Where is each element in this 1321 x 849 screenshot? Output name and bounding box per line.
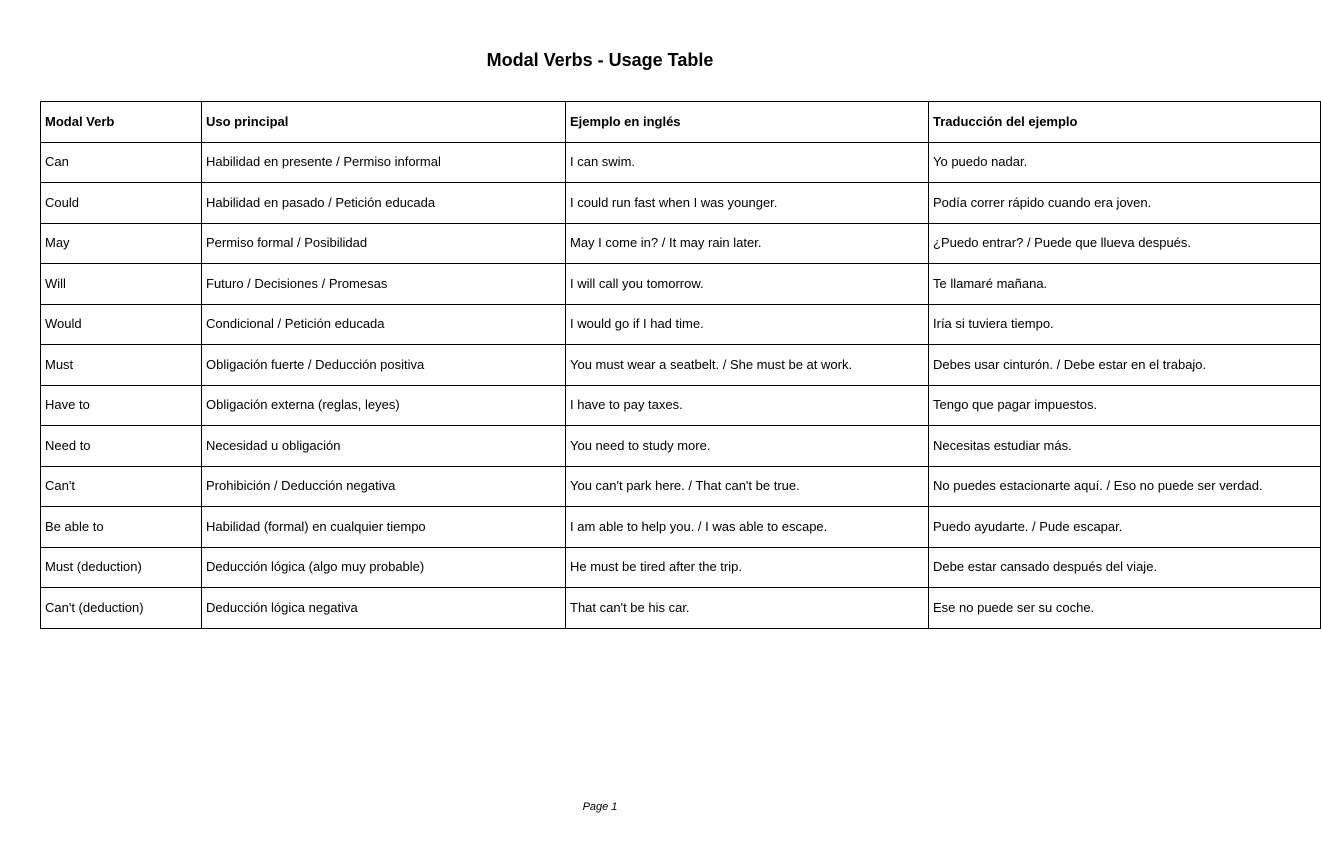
cell-traduccion: Podía correr rápido cuando era joven.: [929, 183, 1321, 224]
cell-uso-principal: Deducción lógica negativa: [202, 588, 566, 629]
cell-traduccion: Puedo ayudarte. / Pude escapar.: [929, 507, 1321, 548]
cell-ejemplo: May I come in? / It may rain later.: [566, 223, 929, 264]
cell-traduccion: ¿Puedo entrar? / Puede que llueva después.: [929, 223, 1321, 264]
table-row: [41, 547, 1321, 588]
cell-uso-principal: Prohibición / Deducción negativa: [202, 466, 566, 507]
cell-ejemplo: I can swim.: [566, 142, 929, 183]
column-header-uso-principal: Uso principal: [202, 102, 566, 143]
column-header-traduccion: Traducción del ejemplo: [929, 102, 1321, 143]
cell-uso-principal: Condicional / Petición educada: [202, 304, 566, 345]
table-row: [41, 142, 1321, 183]
cell-traduccion: No puedes estacionarte aquí. / Eso no puede ser verdad.: [929, 466, 1321, 507]
table-row: [41, 507, 1321, 548]
table-row: [41, 345, 1321, 386]
cell-traduccion: Debes usar cinturón. / Debe estar en el trabajo.: [929, 345, 1321, 386]
cell-uso-principal: Habilidad en presente / Permiso informal: [202, 142, 566, 183]
cell-traduccion: Tengo que pagar impuestos.: [929, 385, 1321, 426]
cell-ejemplo: He must be tired after the trip.: [566, 547, 929, 588]
cell-ejemplo: I have to pay taxes.: [566, 385, 929, 426]
cell-ejemplo: You can't park here. / That can't be true.: [566, 466, 929, 507]
cell-traduccion: Ese no puede ser su coche.: [929, 588, 1321, 629]
modal-verbs-table: [40, 101, 1321, 629]
cell-modal-verb: Be able to: [41, 507, 202, 548]
cell-traduccion: Te llamaré mañana.: [929, 264, 1321, 305]
cell-traduccion: Debe estar cansado después del viaje.: [929, 547, 1321, 588]
table-header-row: [41, 102, 1321, 143]
cell-modal-verb: Can: [41, 142, 202, 183]
table-row: [41, 426, 1321, 467]
cell-modal-verb: Can't (deduction): [41, 588, 202, 629]
cell-uso-principal: Obligación fuerte / Deducción positiva: [202, 345, 566, 386]
cell-ejemplo: That can't be his car.: [566, 588, 929, 629]
cell-traduccion: Necesitas estudiar más.: [929, 426, 1321, 467]
cell-uso-principal: Obligación externa (reglas, leyes): [202, 385, 566, 426]
column-header-ejemplo: Ejemplo en inglés: [566, 102, 929, 143]
cell-modal-verb: Must: [41, 345, 202, 386]
cell-modal-verb: Have to: [41, 385, 202, 426]
cell-modal-verb: Must (deduction): [41, 547, 202, 588]
cell-ejemplo: I am able to help you. / I was able to escape.: [566, 507, 929, 548]
table-row: [41, 223, 1321, 264]
cell-modal-verb: Would: [41, 304, 202, 345]
cell-uso-principal: Habilidad (formal) en cualquier tiempo: [202, 507, 566, 548]
cell-uso-principal: Necesidad u obligación: [202, 426, 566, 467]
cell-ejemplo: I would go if I had time.: [566, 304, 929, 345]
cell-modal-verb: Can't: [41, 466, 202, 507]
table-row: [41, 183, 1321, 224]
cell-traduccion: Yo puedo nadar.: [929, 142, 1321, 183]
page-number: Page 1: [582, 801, 618, 813]
cell-ejemplo: You need to study more.: [566, 426, 929, 467]
column-header-modal-verb: Modal Verb: [41, 102, 202, 143]
cell-traduccion: Iría si tuviera tiempo.: [929, 304, 1321, 345]
cell-modal-verb: Need to: [41, 426, 202, 467]
table-row: [41, 304, 1321, 345]
page-title: Modal Verbs - Usage Table: [486, 50, 714, 70]
table-row: [41, 385, 1321, 426]
cell-uso-principal: Futuro / Decisiones / Promesas: [202, 264, 566, 305]
table-row: [41, 588, 1321, 629]
cell-modal-verb: Could: [41, 183, 202, 224]
cell-ejemplo: You must wear a seatbelt. / She must be at work.: [566, 345, 929, 386]
table-viewport: [40, 101, 1263, 631]
cell-ejemplo: I could run fast when I was younger.: [566, 183, 929, 224]
cell-modal-verb: Will: [41, 264, 202, 305]
cell-ejemplo: I will call you tomorrow.: [566, 264, 929, 305]
cell-uso-principal: Permiso formal / Posibilidad: [202, 223, 566, 264]
cell-uso-principal: Habilidad en pasado / Petición educada: [202, 183, 566, 224]
table-row: [41, 264, 1321, 305]
cell-modal-verb: May: [41, 223, 202, 264]
cell-uso-principal: Deducción lógica (algo muy probable): [202, 547, 566, 588]
table-row: [41, 466, 1321, 507]
